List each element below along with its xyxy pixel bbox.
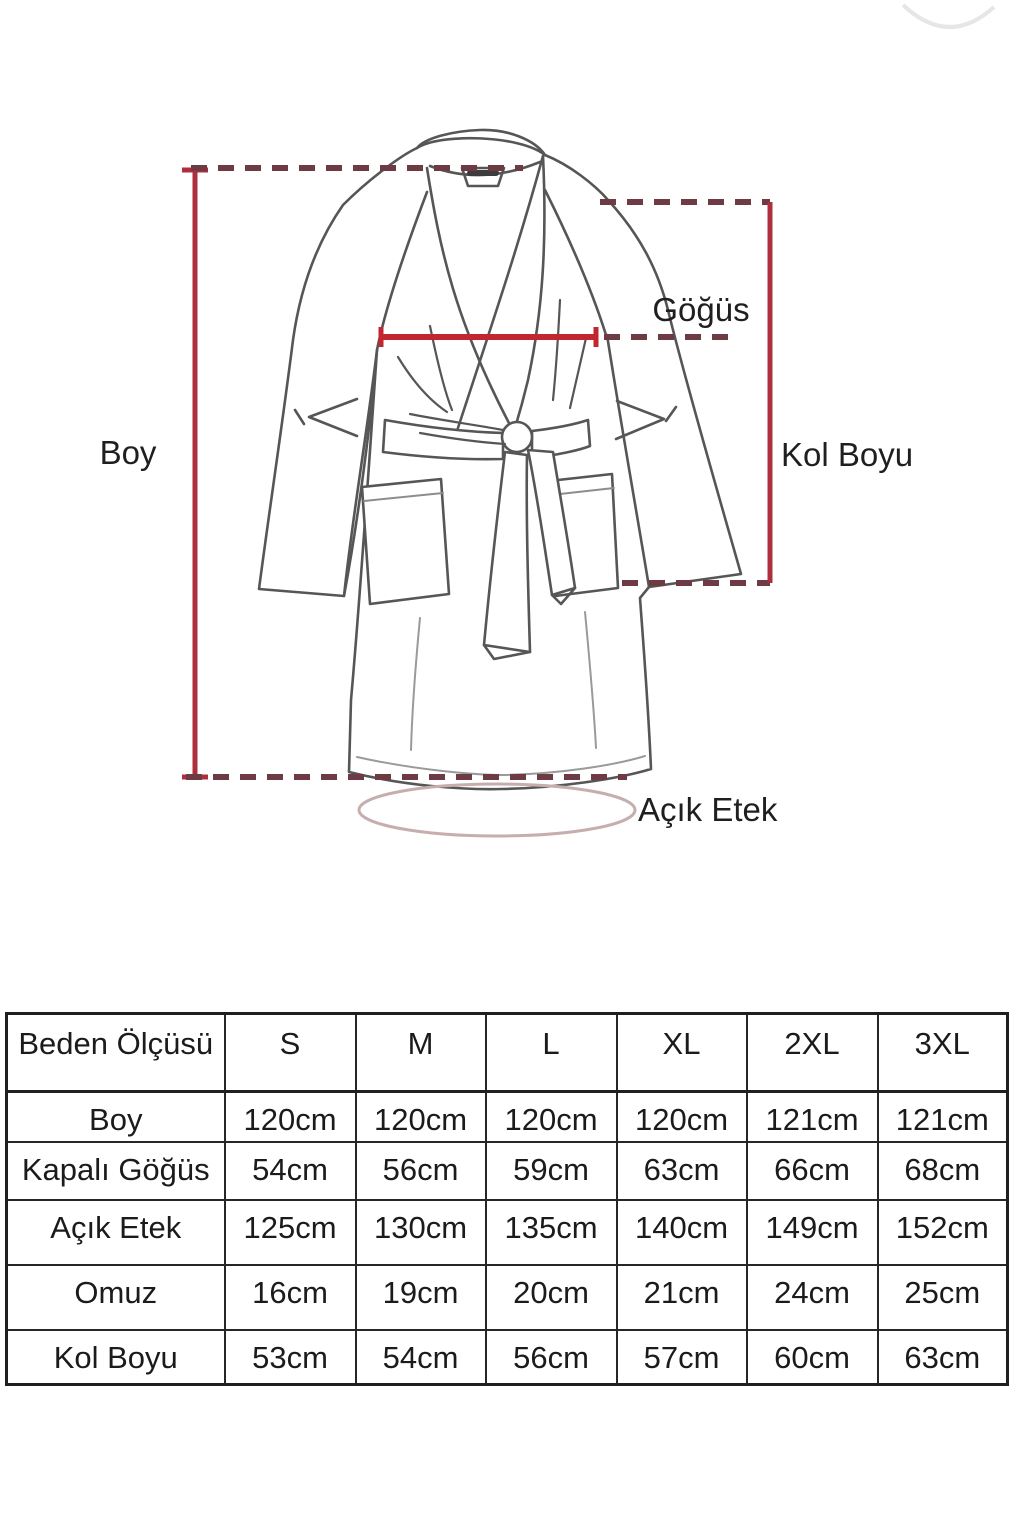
- robe-sketch: [259, 130, 741, 789]
- row-label: Kol Boyu: [7, 1330, 225, 1385]
- size-cell: 121cm: [747, 1092, 878, 1142]
- size-cell: 56cm: [486, 1330, 617, 1385]
- column-header-m: M: [356, 1014, 486, 1092]
- size-cell: 16cm: [225, 1265, 356, 1330]
- size-cell: 19cm: [356, 1265, 486, 1330]
- row-label: Açık Etek: [7, 1200, 225, 1265]
- column-header-measure: Beden Ölçüsü: [7, 1014, 225, 1092]
- size-cell: 53cm: [225, 1330, 356, 1385]
- size-cell: 56cm: [356, 1142, 486, 1200]
- size-cell: 60cm: [747, 1330, 878, 1385]
- column-header-2xl: 2XL: [747, 1014, 878, 1092]
- size-cell: 68cm: [878, 1142, 1008, 1200]
- size-cell: 59cm: [486, 1142, 617, 1200]
- size-cell: 121cm: [878, 1092, 1008, 1142]
- table-row-kapali-gogus: [7, 1142, 1008, 1200]
- belt-knot: [502, 422, 532, 452]
- column-header-xl: XL: [617, 1014, 747, 1092]
- column-header-s: S: [225, 1014, 356, 1092]
- gogus-label: Göğüs: [652, 291, 750, 328]
- size-cell: 25cm: [878, 1265, 1008, 1330]
- acik-etek-label: Açık Etek: [638, 791, 778, 828]
- boy-label: Boy: [99, 434, 157, 471]
- column-header-3xl: 3XL: [878, 1014, 1008, 1092]
- size-cell: 120cm: [617, 1092, 747, 1142]
- size-cell: 57cm: [617, 1330, 747, 1385]
- size-cell: 66cm: [747, 1142, 878, 1200]
- size-cell: 149cm: [747, 1200, 878, 1265]
- kol-boyu-label: Kol Boyu: [781, 436, 914, 473]
- table-header-row: [7, 1014, 1008, 1092]
- size-cell: 54cm: [356, 1330, 486, 1385]
- size-cell: 21cm: [617, 1265, 747, 1330]
- row-label: Omuz: [7, 1265, 225, 1330]
- size-cell: 63cm: [878, 1330, 1008, 1385]
- table-row-acik-etek: [7, 1200, 1008, 1265]
- size-cell: 24cm: [747, 1265, 878, 1330]
- size-cell: 120cm: [225, 1092, 356, 1142]
- size-cell: 140cm: [617, 1200, 747, 1265]
- table-row-boy: [7, 1092, 1008, 1142]
- size-cell: 20cm: [486, 1265, 617, 1330]
- table-row-omuz: [7, 1265, 1008, 1330]
- hem-ellipse: [359, 784, 635, 836]
- row-label: Kapalı Göğüs: [7, 1142, 225, 1200]
- size-cell: 130cm: [356, 1200, 486, 1265]
- table-row-kol-boyu: [7, 1330, 1008, 1385]
- size-cell: 54cm: [225, 1142, 356, 1200]
- watermark-arc: [903, 5, 994, 27]
- size-cell: 120cm: [486, 1092, 617, 1142]
- size-cell: 135cm: [486, 1200, 617, 1265]
- column-header-l: L: [486, 1014, 617, 1092]
- row-label: Boy: [7, 1092, 225, 1142]
- size-table: [5, 1012, 1009, 1386]
- size-cell: 120cm: [356, 1092, 486, 1142]
- size-cell: 152cm: [878, 1200, 1008, 1265]
- size-cell: 125cm: [225, 1200, 356, 1265]
- size-cell: 63cm: [617, 1142, 747, 1200]
